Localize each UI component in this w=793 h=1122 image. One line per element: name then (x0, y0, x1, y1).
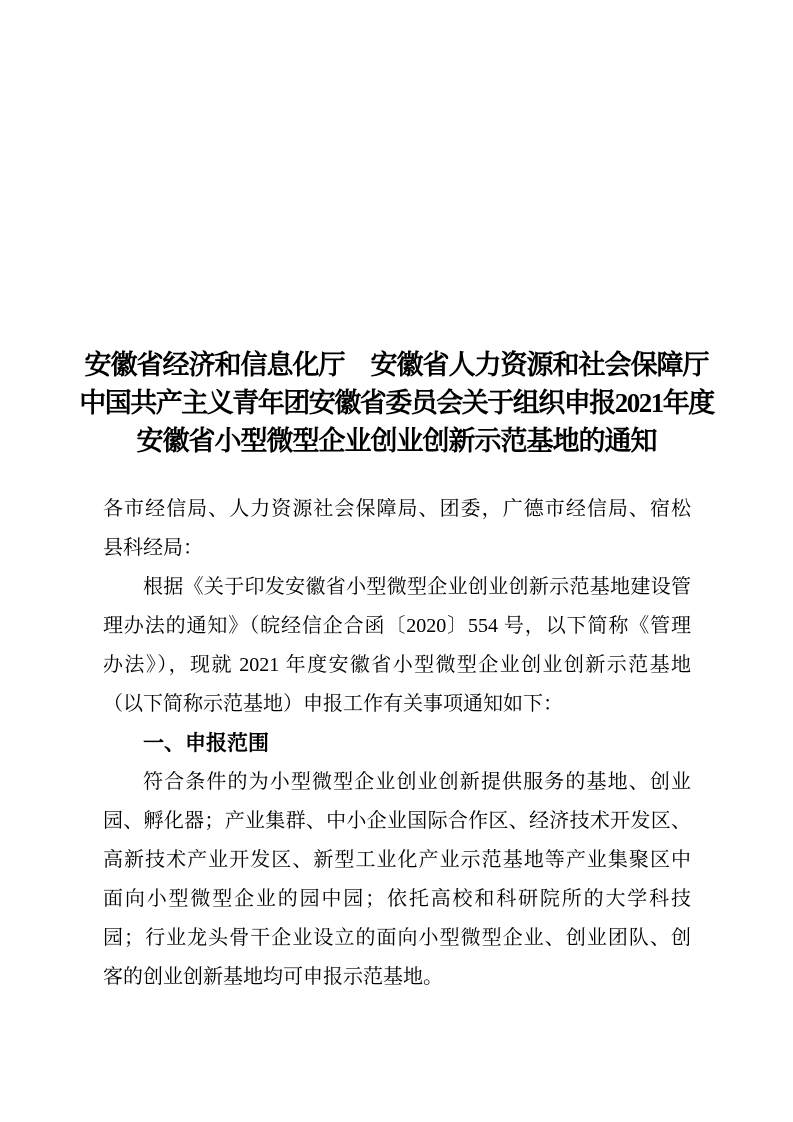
addressee-line-1: 各市经信局、人力资源社会保障局、团委，广德市经信局、宿松 (103, 498, 691, 520)
paragraph-scope-line-2: 园、孵化器；产业集群、中小企业国际合作区、经济技术开发区、 (103, 810, 691, 832)
paragraph-basis-line-1: 根据《关于印发安徽省小型微型企业创业创新示范基地建设管 (143, 576, 691, 598)
paragraph-scope-line-4: 面向小型微型企业的园中园；依托高校和科研院所的大学科技 (103, 888, 691, 910)
paragraph-scope-line-3: 高新技术产业开发区、新型工业化产业示范基地等产业集聚区中 (103, 849, 691, 871)
paragraph-scope-line-5: 园；行业龙头骨干企业设立的面向小型微型企业、创业团队、创 (103, 927, 691, 949)
document-title-line-2: 中国共产主义青年团安徽省委员会关于组织申报2021年度 (79, 388, 714, 418)
document-title-line-1: 安徽省经济和信息化厅 安徽省人力资源和社会保障厅 (84, 350, 709, 380)
section-heading-application-scope: 一、申报范围 (143, 732, 269, 755)
paragraph-scope-line-6: 客的创业创新基地均可申报示范基地。 (103, 966, 443, 988)
document-title-line-3: 安徽省小型微型企业创业创新示范基地的通知 (136, 426, 657, 456)
document-title (0, 346, 793, 460)
paragraph-basis-line-4: （以下简称示范基地）申报工作有关事项通知如下： (103, 693, 563, 715)
paragraph-basis-line-3: 办法》），现就 2021 年度安徽省小型微型企业创业创新示范基地 (103, 654, 691, 676)
document-body (103, 490, 691, 997)
addressee-line-2: 县科经局： (103, 537, 203, 559)
paragraph-scope-line-1: 符合条件的为小型微型企业创业创新提供服务的基地、创业 (143, 771, 691, 793)
paragraph-basis-line-2: 理办法的通知》（皖经信企合函〔2020〕554 号，以下简称《管理 (103, 615, 691, 637)
